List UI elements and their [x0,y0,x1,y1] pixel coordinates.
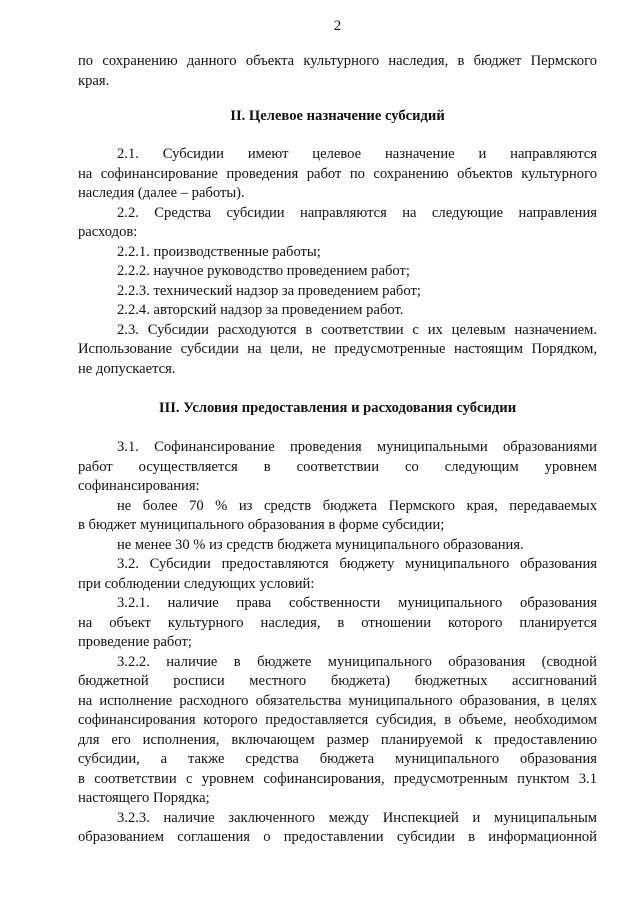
text-line: наследия (далее – работы). [78,185,245,201]
text-line: 3.1. Софинансирование проведения муниципальными образованиями [117,439,597,455]
text-line: 3.2. Субсидии предоставляются бюджету муниципального образования [117,556,597,572]
text-line: Использование субсидии на цели, не предусмотренные настоящим Порядком, [78,341,597,357]
text-line: 3.2.1. наличие права собственности муниципального образования [117,595,597,611]
text-line: софинансирования которого предоставляется субсидия, в объеме, необходимом [78,712,597,728]
text-line: настоящего Порядка; [78,790,210,806]
text-line: проведение работ; [78,634,192,650]
text-line: 2.2.2. научное руководство проведением работ; [117,263,410,279]
text-line: работ осуществляется в соответствии со следующим уровнем [78,458,597,475]
text-line: для его исполнения, включающем размер планируемой к предоставлению [78,731,597,748]
text-line: края. [78,72,110,89]
text-line: 2.2. Средства субсидии направляются на следующие направления [117,204,597,221]
text-line: 2.3. Субсидии расходуются в соответствии с их целевым назначением. [117,321,597,338]
text-line: бюджетной росписи местного бюджета) бюджетных ассигнований [78,673,597,689]
text-line: субсидии, а также средства бюджета муниципального образования [78,751,597,767]
text-line: не допускается. [78,360,176,377]
text-line: софинансирования: [78,478,200,494]
text-line: при соблюдении следующих условий: [78,575,315,592]
section-2-heading: II. Целевое назначение субсидий [230,108,445,124]
text-line: не более 70 % из средств бюджета Пермского края, передаваемых [117,497,597,514]
text-line: в соответствии с уровнем софинансирования, предусмотренным пунктом 3.1 [78,770,597,787]
text-line: 2.1. Субсидии имеют целевое назначение и направляются [117,146,597,162]
text-line: расходов: [78,224,138,240]
page-number: 2 [333,18,342,34]
text-line: на объект культурного наследия, в отношении которого планируется [78,614,597,631]
text-line: 3.2.2. наличие в бюджете муниципального образования (сводной [117,653,597,670]
section-2-body [78,145,597,379]
text-line: образованием соглашения о предоставлении субсидии в информационной [78,829,597,845]
text-line: в бюджет муниципального образования в форме субсидии; [78,517,445,533]
text-line: на софинансирование проведения работ по сохранению объектов культурного [78,165,597,182]
text-line: 2.2.1. производственные работы; [117,243,321,260]
text-line: на исполнение расходного обязательства муниципального образования, в целях [78,692,597,709]
text-line: не менее 30 % из средств бюджета муниципального образования. [117,536,524,553]
text-line: 2.2.3. технический надзор за проведением работ; [117,282,421,299]
text-line: по сохранению данного объекта культурного наследия, в бюджет Пермского [78,53,597,69]
section-3-heading: III. Условия предоставления и расходования субсидии [158,400,517,416]
text-line: 2.2.4. авторский надзор за проведением работ. [117,302,404,318]
section-3-body [78,438,597,848]
intro-paragraph [78,52,597,91]
text-line: 3.2.3. наличие заключенного между Инспекцией и муниципальным [117,809,597,826]
